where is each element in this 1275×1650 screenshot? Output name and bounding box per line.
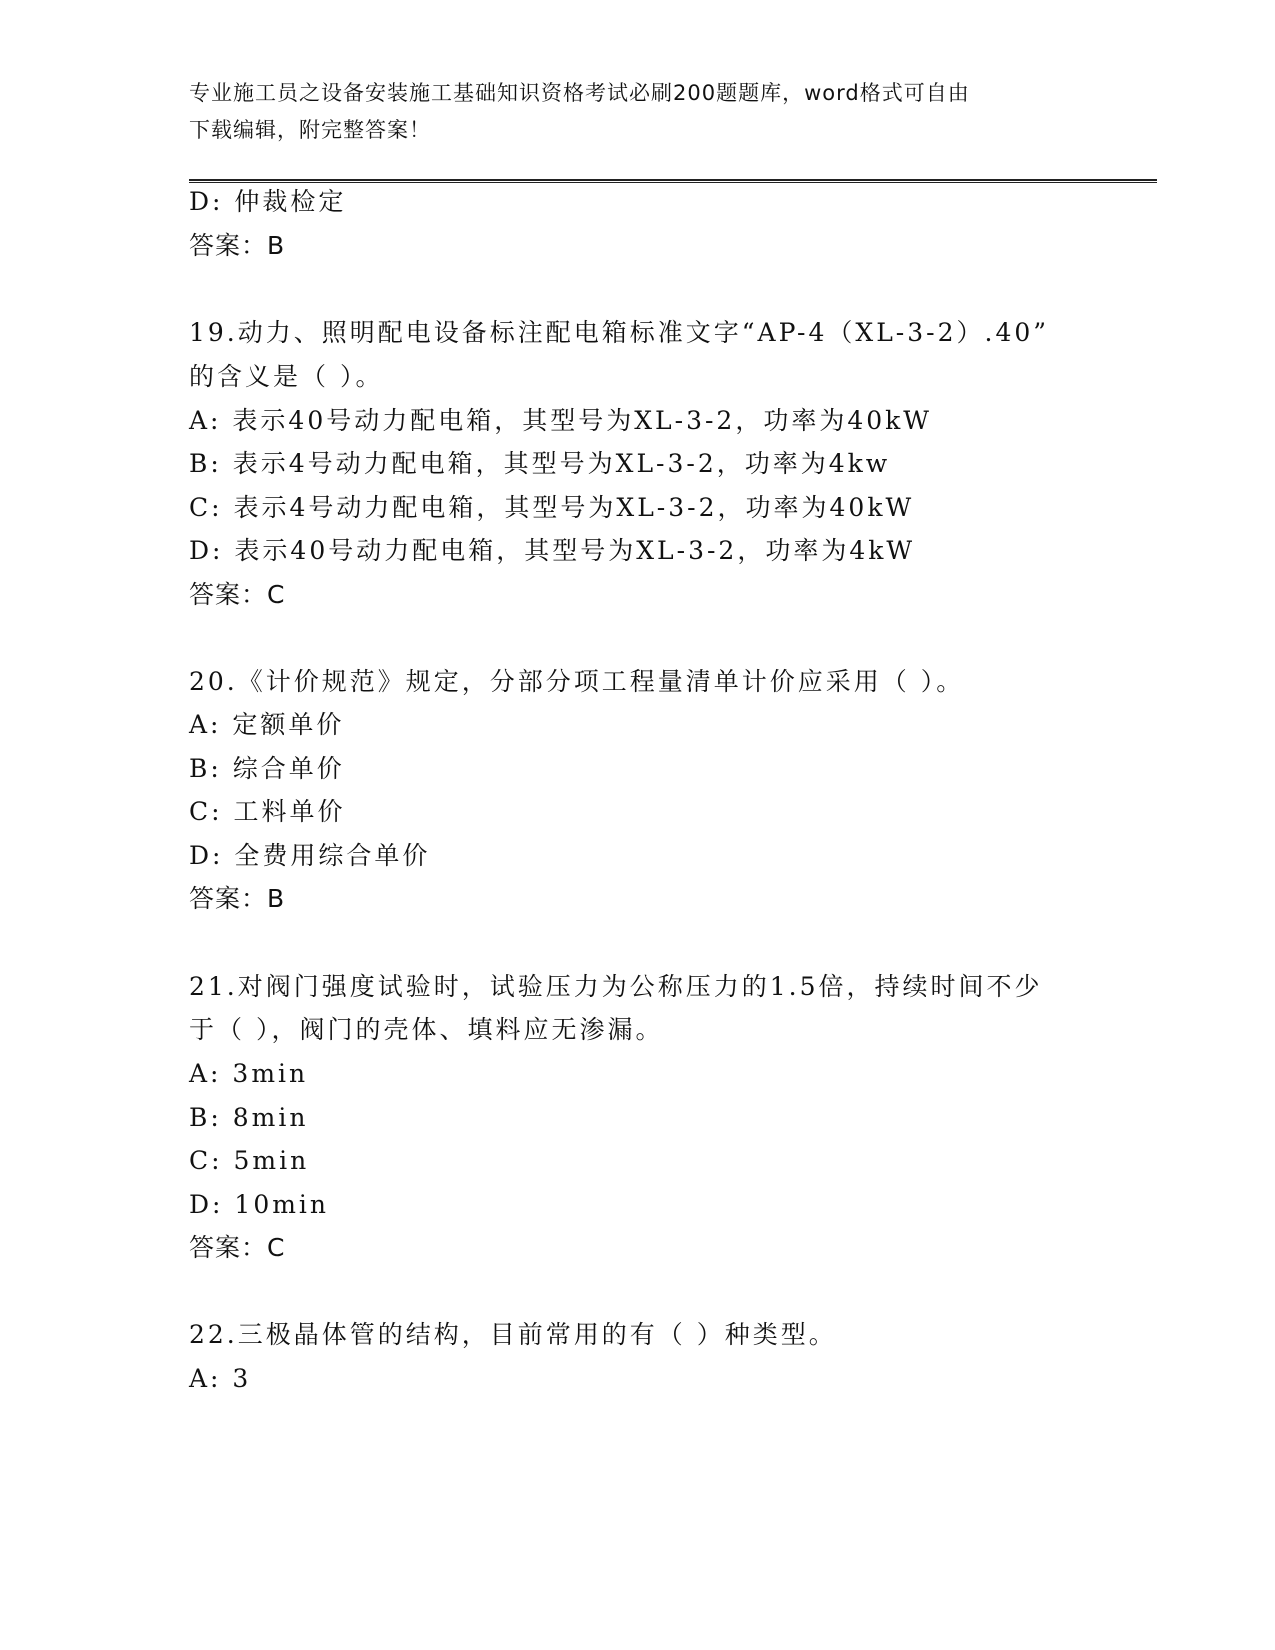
question-19-option-b: B: 表示4号动力配电箱，其型号为XL-3-2，功率为4kw <box>189 449 891 478</box>
question-19-answer: 答案：C <box>189 580 286 609</box>
question-21-option-d: D: 10min <box>189 1190 330 1219</box>
question-19-option-d: D: 表示40号动力配电箱，其型号为XL-3-2，功率为4kW <box>189 536 916 565</box>
question-20-option-a: A: 定额单价 <box>189 710 345 739</box>
question-21-stem-line-2: 于（ ），阀门的壳体、填料应无渗漏。 <box>189 1015 664 1044</box>
question-20-stem: 20.《计价规范》规定，分部分项工程量清单计价应采用（ ）。 <box>189 667 965 696</box>
question-19-stem-line-1: 19.动力、照明配电设备标注配电箱标准文字“AP-4（XL-3-2）.40” <box>189 318 1050 347</box>
header-title-line-2: 下载编辑，附完整答案！ <box>189 118 431 142</box>
question-21-option-c: C: 5min <box>189 1146 310 1175</box>
question-21-answer: 答案：C <box>189 1233 286 1262</box>
header-title-line-1: 专业施工员之设备安装施工基础知识资格考试必刷200题题库，word格式可自由 <box>189 81 970 105</box>
question-20-option-b: B: 综合单价 <box>189 754 345 783</box>
question-19-option-a: A: 表示40号动力配电箱，其型号为XL-3-2，功率为40kW <box>189 406 932 435</box>
question-21-stem-line-1: 21.对阀门强度试验时，试验压力为公称压力的1.5倍，持续时间不少 <box>189 972 1043 1001</box>
question-20-answer: 答案：B <box>189 884 286 913</box>
header-divider <box>189 179 1157 183</box>
question-20-option-d: D: 全费用综合单价 <box>189 841 431 870</box>
question-22-stem: 22.三极晶体管的结构，目前常用的有（ ）种类型。 <box>189 1320 837 1349</box>
prev-option-d: D: 仲裁检定 <box>189 187 347 216</box>
question-20-option-c: C: 工料单价 <box>189 797 346 826</box>
question-22-option-a: A: 3 <box>189 1364 252 1393</box>
question-21-option-a: A: 3min <box>189 1059 309 1088</box>
question-21-option-b: B: 8min <box>189 1103 309 1132</box>
prev-answer: 答案：B <box>189 231 286 260</box>
page-header <box>189 75 1069 149</box>
question-19-option-c: C: 表示4号动力配电箱，其型号为XL-3-2，功率为40kW <box>189 493 915 522</box>
question-19-stem-line-2: 的含义是（ ）。 <box>189 362 384 391</box>
